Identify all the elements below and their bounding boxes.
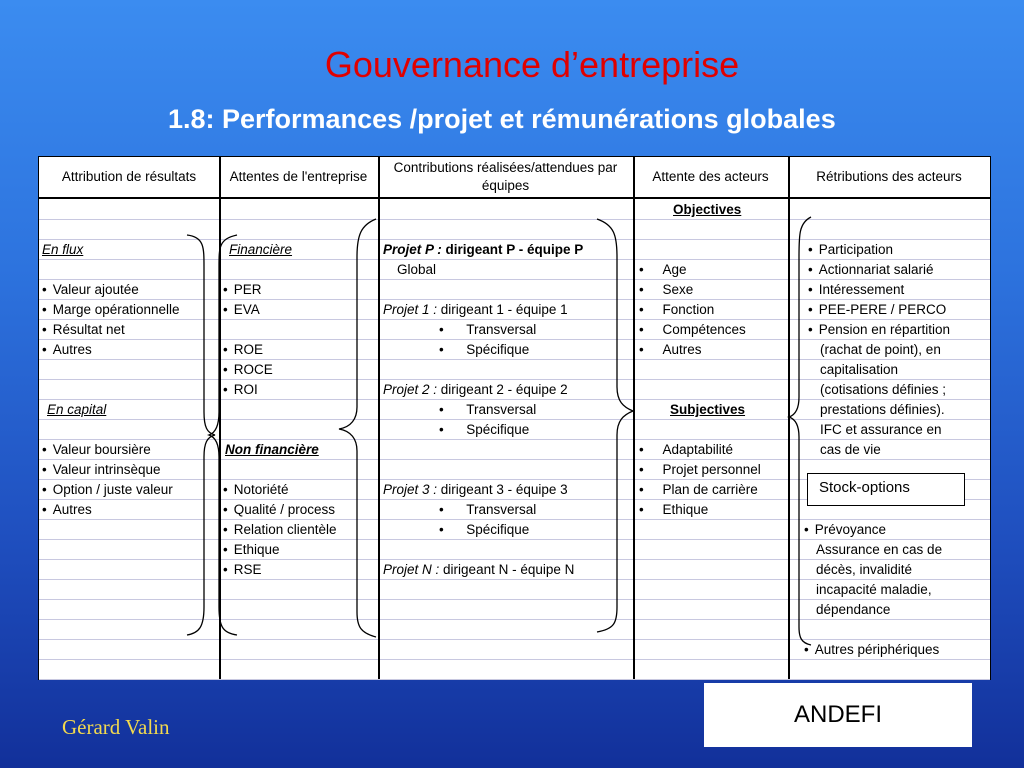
header-contributions: Contributions réalisées/attendues par équipes — [378, 157, 633, 199]
brace-decorations — [39, 157, 992, 681]
list-item: • Spécifique — [439, 422, 530, 437]
list-item: • Adaptabilité — [639, 442, 734, 457]
list-item: • Plan de carrière — [639, 482, 758, 497]
list-item: • Ethique — [223, 540, 280, 560]
list-item: • ROCE — [223, 360, 273, 380]
slide-title: Gouvernance d’entreprise — [324, 44, 740, 85]
list-item: • ROI — [223, 380, 258, 400]
label-objectives: Objectives — [673, 202, 742, 217]
label-non-financiere: Non financière — [225, 442, 319, 457]
slide-subtitle: 1.8: Performances /projet et rémunérations globales — [168, 104, 836, 134]
projet-p: Projet P : dirigeant P - équipe P — [383, 242, 584, 257]
list-item: • Transversal — [439, 322, 537, 337]
prevoyance-line: dépendance — [816, 602, 891, 617]
header-attente-acteurs: Attente des acteurs — [633, 157, 788, 199]
pension-line: prestations définies). — [820, 402, 945, 417]
header-attribution: Attribution de résultats — [39, 157, 219, 199]
list-item: • Compétences — [639, 322, 746, 337]
list-item: • Autres — [639, 342, 702, 357]
list-item: • Intéressement — [808, 280, 904, 300]
list-item: • Participation — [808, 240, 893, 260]
list-item: • PEE-PERE / PERCO — [808, 300, 946, 320]
list-item: • Notoriété — [223, 480, 289, 500]
list-item: • Résultat net — [42, 320, 125, 340]
list-item: • Transversal — [439, 502, 537, 517]
global-label: Global — [397, 262, 437, 277]
label-en-flux: En flux — [42, 242, 84, 257]
list-item: • Sexe — [639, 282, 694, 297]
list-item: • Age — [639, 262, 687, 277]
list-item: • Autres périphériques — [804, 640, 939, 660]
pension-line: (cotisations définies ; — [820, 382, 947, 397]
list-item: • Autres — [42, 340, 92, 360]
list-item: • Transversal — [439, 402, 537, 417]
projet-1: Projet 1 : dirigeant 1 - équipe 1 — [383, 302, 568, 317]
list-item: • Marge opérationnelle — [42, 300, 180, 320]
list-item: • Ethique — [639, 502, 709, 517]
prevoyance-line: décès, invalidité — [816, 562, 913, 577]
list-item: • Valeur ajoutée — [42, 280, 139, 300]
brace-col3-right — [597, 219, 633, 632]
label-en-capital: En capital — [47, 402, 107, 417]
list-item: • Valeur intrinsèque — [42, 460, 161, 480]
list-item: • Spécifique — [439, 522, 530, 537]
list-item: • ROE — [223, 340, 263, 360]
list-item: • Qualité / process — [223, 500, 335, 520]
list-item: • Option / juste valeur — [42, 480, 173, 500]
andefi-logo: ANDEFI — [704, 683, 972, 747]
list-item: • Fonction — [639, 302, 715, 317]
projet-n: Projet N : dirigeant N - équipe N — [383, 562, 575, 577]
list-item: • RSE — [223, 560, 262, 580]
list-item: • EVA — [223, 300, 260, 320]
prevoyance-line: incapacité maladie, — [816, 582, 932, 597]
label-financiere: Financière — [229, 242, 293, 257]
list-item: • PER — [223, 280, 262, 300]
stock-options-box: Stock-options — [807, 473, 965, 506]
list-item: • Valeur boursière — [42, 440, 151, 460]
pension-line: IFC et assurance en — [820, 422, 942, 437]
list-item: • Actionnariat salarié — [808, 260, 934, 280]
pension-line: capitalisation — [820, 362, 899, 377]
list-item: • Pension en répartition — [808, 320, 950, 340]
label-subjectives: Subjectives — [670, 402, 746, 417]
pension-line: cas de vie — [820, 442, 881, 457]
projet-3: Projet 3 : dirigeant 3 - équipe 3 — [383, 482, 568, 497]
pension-line: (rachat de point), en — [820, 342, 941, 357]
prevoyance-line: Assurance en cas de — [816, 542, 943, 557]
brace-col1 — [187, 235, 215, 635]
brace-col5-left — [789, 217, 811, 645]
list-item: • Projet personnel — [639, 462, 761, 477]
header-retributions: Rétributions des acteurs — [788, 157, 990, 199]
governance-table — [38, 156, 991, 680]
list-item: • Autres — [42, 500, 92, 520]
list-item: • Spécifique — [439, 342, 530, 357]
projet-2: Projet 2 : dirigeant 2 - équipe 2 — [383, 382, 568, 397]
list-item: • Relation clientèle — [223, 520, 337, 540]
author-name: Gérard Valin — [62, 715, 170, 739]
header-attentes: Attentes de l'entreprise — [219, 157, 378, 199]
brace-col3-left — [339, 219, 376, 637]
list-item: • Prévoyance — [804, 520, 886, 540]
